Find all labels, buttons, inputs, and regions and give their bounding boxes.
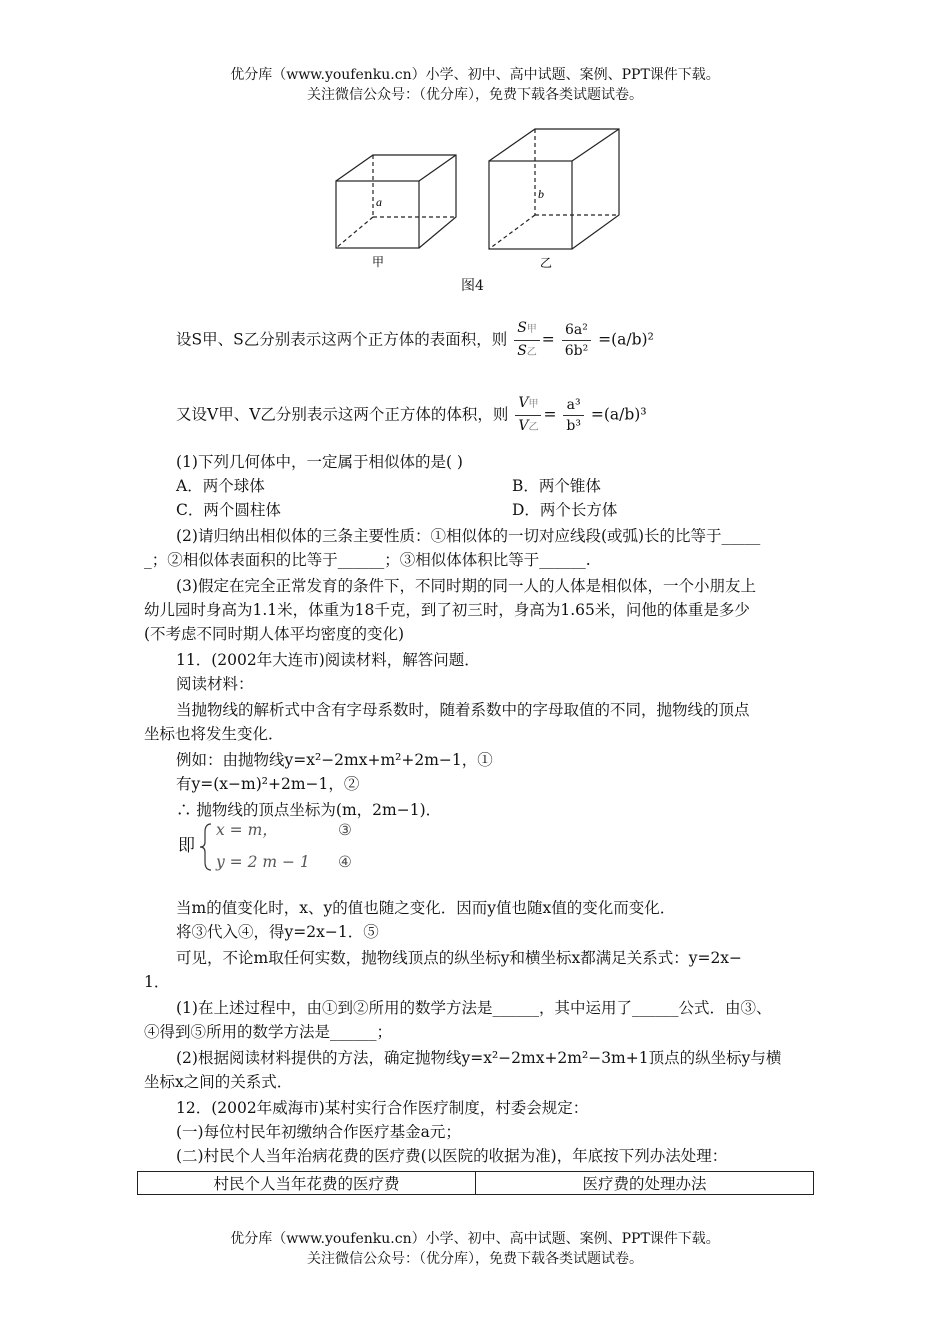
table-row xyxy=(138,1172,814,1195)
p11-conclusion-1: 当m的值变化时，x、y的值也随之变化．因而y值也随x值的变化而变化． xyxy=(176,899,676,917)
p11-q1-line-1: (1)在上述过程中，由①到②所用的数学方法是______，其中运用了______公式．由③、 xyxy=(176,999,772,1017)
surface-line: 设S甲、S乙分别表示这两个正方体的表面积，则 $\frac{\text{S甲}}{\text{S乙}}$ = $\frac{\text{6a²}}{\text{6b²}}$ =(a/b)² xyxy=(176,318,654,363)
q2-line-2: _；②相似体表面积的比等于______；③相似体体积比等于______. xyxy=(144,551,591,569)
cube-left xyxy=(336,155,456,248)
q1-option-a: A．两个球体 xyxy=(176,477,265,495)
p12-rule-1: (一)每位村民年初缴纳合作医疗基金a元； xyxy=(176,1123,461,1141)
p12-title: 12．(2002年威海市)某村实行合作医疗制度，村委会规定： xyxy=(176,1099,589,1117)
cubes-figure xyxy=(320,120,640,280)
system-eq-1-num: ③ xyxy=(338,821,352,839)
label-b: b xyxy=(538,187,544,201)
surface-text: 设S甲、S乙分别表示这两个正方体的表面积，则 xyxy=(176,330,508,349)
medical-fee-table xyxy=(137,1171,814,1195)
table-header-method: 医疗费的处理办法 xyxy=(476,1172,814,1195)
q3-line-3: (不考虑不同时期人体平均密度的变化) xyxy=(144,625,405,643)
p11-material-1: 当抛物线的解析式中含有字母系数时，随着系数中的字母取值的不同，抛物线的顶点 xyxy=(176,701,750,719)
system-eq-2: y = 2 m − 1 xyxy=(216,853,310,871)
p11-q1-line-2: ④得到⑤所用的数学方法是______； xyxy=(144,1023,393,1041)
label-a: a xyxy=(376,195,382,209)
cube-right xyxy=(489,129,619,249)
volume-text: 又设V甲、V乙分别表示这两个正方体的体积，则 xyxy=(176,405,509,424)
q1-option-c: C．两个圆柱体 xyxy=(176,501,281,519)
p12-rule-2: (二)村民个人当年治病花费的医疗费(以医院的收据为准)，年底按下列办法处理： xyxy=(176,1147,728,1165)
system-eq-2-num: ④ xyxy=(338,853,352,871)
p11-example-1: 例如：由抛物线y=x²−2mx+m²+2m−1，① xyxy=(176,751,493,769)
q1-option-b: B．两个锥体 xyxy=(512,477,601,495)
cube-name-right: 乙 xyxy=(540,256,553,270)
p11-example-2: 有y=(x−m)²+2m−1，② xyxy=(176,775,360,793)
p11-q2-line-2: 坐标x之间的关系式． xyxy=(144,1073,293,1091)
p11-material-2: 坐标也将发生变化． xyxy=(144,725,284,743)
volume-line: 又设V甲、V乙分别表示这两个正方体的体积，则 $\frac{\text{V甲}}{\text{V乙}}$ = $\frac{\text{a³}}{\text{b³}}$ =(a/b)³ xyxy=(176,393,647,438)
surface-left-fraction: $\frac{\text{S甲}}{\text{S乙}}$ xyxy=(514,318,540,363)
q1-option-d: D．两个长方体 xyxy=(512,501,618,519)
footer-line-2: 关注微信公众号：（优分库），免费下载各类试题试卷。 xyxy=(307,1251,643,1267)
cube-name-left: 甲 xyxy=(372,255,385,269)
system-eq-1: x = m， xyxy=(216,821,278,839)
brace-icon xyxy=(199,822,213,872)
volume-left-fraction: $\frac{\text{V甲}}{\text{V乙}}$ xyxy=(515,393,541,438)
q2-line-1: (2)请归纳出相似体的三条主要性质：①相似体的一切对应线段(或弧)长的比等于_____ xyxy=(176,527,761,545)
p11-q2-line-1: (2)根据阅读材料提供的方法，确定抛物线y=x²−2mx+2m²−3m+1顶点的纵坐标y与横 xyxy=(176,1049,782,1067)
surface-right-fraction: $\frac{\text{6a²}}{\text{6b²}}$ xyxy=(562,320,591,361)
ji-label: 即 xyxy=(178,836,195,856)
header-line-1: 优分库（www.youfenku.cn）小学、初中、高中试题、案例、PPT课件下载。 xyxy=(230,67,720,83)
header-line-2: 关注微信公众号：（优分库），免费下载各类试题试卷。 xyxy=(307,87,643,103)
p11-conclusion-2: 将③代入④，得y=2x−1．⑤ xyxy=(176,923,379,941)
q3-line-2: 幼儿园时身高为1.1米，体重为18千克，到了初三时，身高为1.65米，问他的体重是多少 xyxy=(144,601,750,619)
p11-title: 11．(2002年大连市)阅读材料，解答问题． xyxy=(176,651,480,669)
p11-conclusion-4: 1． xyxy=(144,973,170,991)
q3-line-1: (3)假定在完全正常发育的条件下，不同时期的同一人的人体是相似体，一个小朋友上 xyxy=(176,577,756,595)
surface-rhs: =(a/b)² xyxy=(598,330,654,349)
p11-conclusion-3: 可见，不论m取任何实数，抛物线顶点的纵坐标y和横坐标x都满足关系式：y=2x− xyxy=(176,949,743,967)
p11-example-3: ∴ 抛物线的顶点坐标为(m，2m−1)． xyxy=(176,801,442,819)
volume-right-fraction: $\frac{\text{a³}}{\text{b³}}$ xyxy=(563,395,584,436)
footer-line-1: 优分库（www.youfenku.cn）小学、初中、高中试题、案例、PPT课件下载。 xyxy=(230,1231,720,1247)
volume-rhs: =(a/b)³ xyxy=(590,405,647,424)
figure-caption: 图4 xyxy=(461,278,484,294)
q1-stem: (1)下列几何体中，一定属于相似体的是( ) xyxy=(176,453,463,471)
p11-material-label: 阅读材料： xyxy=(176,675,254,693)
table-header-fee: 村民个人当年花费的医疗费 xyxy=(138,1172,476,1195)
